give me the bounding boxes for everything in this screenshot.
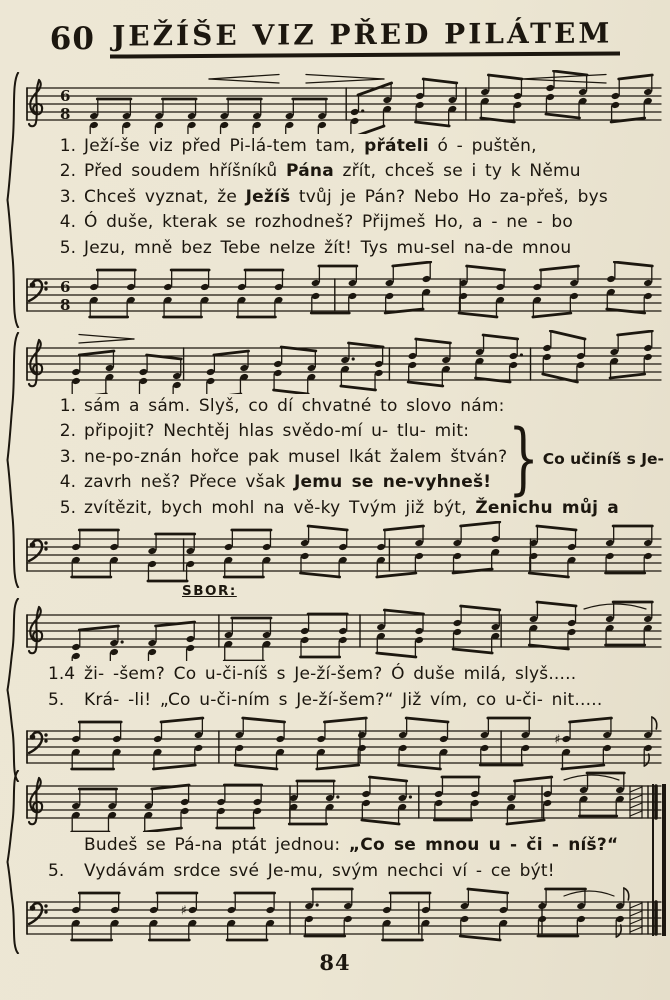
music-system-3 <box>8 584 662 777</box>
verse-text: Vydávám srdce své Je-mu, svým nechci ví - ce být! <box>84 861 555 881</box>
verse-text: Ježí-še viz před Pi-lá-tem tam, přáteli ó - puštěn, <box>84 136 537 156</box>
verse-number: 1.4 <box>48 664 76 684</box>
verse-text: Před soudem hříšníků Pána zřít, chceš se i ty k Němu <box>84 161 581 182</box>
verse-number: 3. <box>59 186 76 207</box>
verse-text: ži- -šem? Co u-či-níš s Je-ží-šem? Ó duše milá, slyš..... <box>84 664 577 684</box>
svg-text:8: 8 <box>60 296 71 315</box>
bass-staff <box>24 884 664 948</box>
verse-line <box>48 236 654 261</box>
verse-line <box>48 661 654 687</box>
hymn-number: 60 <box>49 21 95 57</box>
system-brace-icon <box>6 598 20 782</box>
verse-line <box>48 159 654 184</box>
verse-lines <box>48 134 654 261</box>
music-system-2 <box>8 330 662 585</box>
treble-staff <box>24 768 664 832</box>
choir-label: SBOR: <box>182 583 237 599</box>
verse-number: 4. <box>59 212 76 233</box>
svg-text:8: 8 <box>60 105 71 123</box>
verse-line <box>48 394 654 419</box>
verse-number: 1. <box>59 396 76 416</box>
verse-text: Budeš se Pá-na ptát jednou: „Co se mnou u - či - níš?“ <box>84 835 619 855</box>
verse-text: zvítězit, bych mohl na vě-ky Tvým již být, Ženichu můj a <box>84 497 619 518</box>
final-barline <box>652 784 666 936</box>
side-lyric-text: Co učiníš s Je- <box>542 450 664 468</box>
svg-text:6: 6 <box>60 87 71 105</box>
treble-staff-graphics <box>27 71 661 134</box>
verse-text: připojit? Nechtěj hlas svědo-mí u- tlu- mit: <box>84 421 470 442</box>
system-brace-icon <box>6 72 20 328</box>
verse-number: 2. <box>59 161 76 182</box>
bass-staff <box>24 261 664 325</box>
verse-text: zavrh neš? Přece však Jemu se ne-vyhneš! <box>84 472 492 493</box>
verse-lines <box>48 394 664 521</box>
verse-number: 5. <box>48 861 65 881</box>
verse-number: 5. <box>59 237 76 258</box>
treble-staff-graphics <box>27 602 661 661</box>
verse-number: 3. <box>59 446 76 467</box>
system-brace-icon <box>6 332 20 588</box>
treble-staff-graphics <box>27 773 661 832</box>
brace-icon: } <box>507 413 539 505</box>
verse-number: 1. <box>59 136 76 156</box>
bass-staff-graphics <box>27 717 661 769</box>
verse-line <box>48 185 654 210</box>
verse-line <box>48 210 654 235</box>
bass-staff-graphics <box>27 262 661 317</box>
bass-staff-graphics <box>27 888 661 940</box>
verse-line <box>48 496 654 521</box>
verse-text: sám a sám. Slyš, co dí chvatné to slovo nám: <box>84 396 505 416</box>
music-system-1 <box>8 70 662 325</box>
treble-staff <box>24 330 664 394</box>
verse-number: 5. <box>59 497 76 518</box>
verse-lines <box>48 832 654 884</box>
bass-staff-graphics <box>27 522 661 581</box>
spacer <box>24 584 662 597</box>
verse-text: Chceš vyznat, že Ježíš tvůj je Pán? Nebo Ho za-přeš, bys <box>84 186 608 207</box>
verse-number: 2. <box>59 421 76 442</box>
svg-text:6: 6 <box>60 278 71 297</box>
system-content <box>24 330 662 585</box>
bass-staff <box>24 521 664 585</box>
verse-line <box>48 687 654 713</box>
svg-text:♯: ♯ <box>554 732 561 748</box>
verse-text: Jezu, mně bez Tebe nelze žít! Tys mu-sel na-de mnou <box>84 237 572 258</box>
treble-staff-graphics <box>27 331 661 394</box>
treble-staff <box>24 597 664 661</box>
verse-line <box>48 832 654 858</box>
verse-number: 5. <box>48 690 65 710</box>
music-system-4 <box>8 768 662 948</box>
page-number: 84 <box>319 950 351 975</box>
verse-line <box>48 134 654 159</box>
verse-line <box>48 858 654 884</box>
verse-text: Ó duše, kterak se rozhodneš? Přijmeš Ho, a - ne - bo <box>84 212 574 233</box>
system-content <box>24 584 662 777</box>
svg-text:♯: ♯ <box>180 903 187 919</box>
system-content <box>24 768 662 948</box>
treble-staff <box>24 70 664 134</box>
title-row <box>0 18 670 57</box>
system-content <box>24 70 662 325</box>
side-lyric-note <box>500 413 664 505</box>
verse-lines <box>48 661 654 713</box>
verse-text: Krá- -li! „Co u-či-ním s Je-ží-šem?“ Již vím, co u-či- nit..... <box>84 690 603 710</box>
page-title: JEŽÍŠE VIZ PŘED PILÁTEM <box>110 16 620 58</box>
verse-number <box>48 832 82 858</box>
verse-number: 4. <box>59 472 76 493</box>
verse-text: ne-po-znán hořce pak musel lkát žalem štván? <box>84 446 508 467</box>
system-brace-icon <box>6 770 20 954</box>
